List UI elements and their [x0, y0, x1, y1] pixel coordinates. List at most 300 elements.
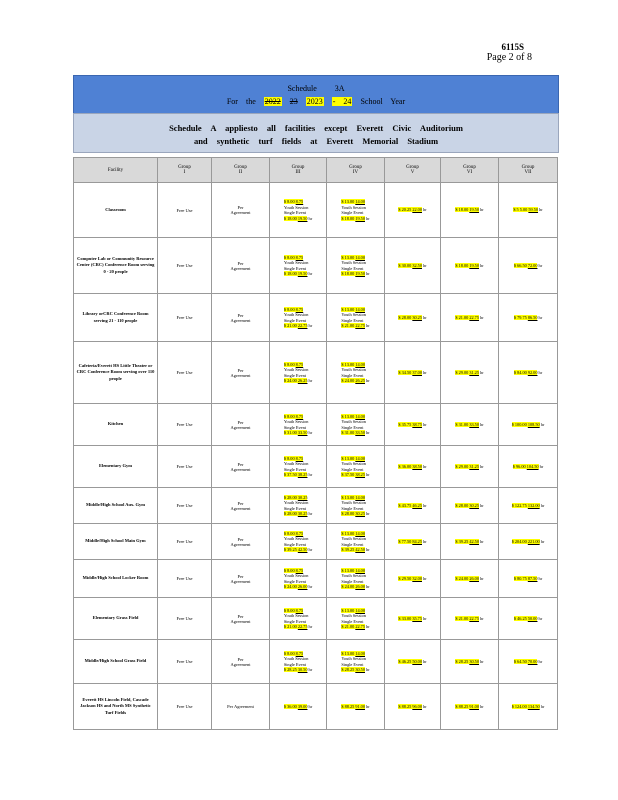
column-header-number: VII — [524, 170, 532, 175]
old-rate: $ 36.00 — [398, 463, 413, 469]
new-rate: 87.50 — [527, 575, 538, 581]
column-header-title: Group — [406, 165, 419, 170]
per-hour-label: hr — [364, 271, 370, 276]
rate-block — [514, 616, 542, 622]
old-rate: $ 46.25 — [513, 615, 528, 621]
per-label: Per — [237, 613, 244, 619]
page-number: Page 2 of 8 — [486, 52, 532, 63]
rate-cell — [385, 524, 441, 560]
new-rate: 22.75 — [355, 624, 365, 629]
per-hour-label: hr — [421, 314, 427, 320]
new-rate: 38.50 — [412, 463, 422, 469]
new-rate: 33.50 — [355, 430, 365, 435]
rate-block — [455, 315, 483, 321]
old-rate: $ 88.25 — [398, 703, 413, 709]
single-rate-line — [455, 704, 483, 710]
old-rate: $ 29.00 — [455, 369, 470, 375]
rate-cell — [499, 524, 558, 560]
column-header — [385, 158, 441, 183]
single-event-rate-line — [284, 584, 312, 590]
rate-block — [513, 207, 542, 213]
new-rate: 31.25 — [469, 463, 479, 469]
single-event-rate-line — [284, 667, 312, 673]
single-rate-line — [398, 576, 426, 582]
old-rate: $ 33.00 — [398, 615, 413, 621]
old-rate: $ 13.00 — [341, 254, 356, 260]
new-rate: 19.50 — [355, 271, 365, 276]
column-header — [441, 158, 499, 183]
group-2-cell — [212, 524, 270, 560]
youth-session-label: Youth Session — [283, 461, 309, 466]
new-rate: 84.25 — [412, 538, 422, 544]
rate-block — [284, 651, 312, 673]
group-2-cell — [212, 446, 270, 488]
rate-cell — [327, 560, 385, 598]
old-rate: $ 24.00 — [283, 584, 298, 589]
rate-cell — [499, 183, 558, 238]
single-event-rate-line — [284, 430, 312, 436]
agreement-label: Agreement — [230, 317, 251, 323]
single-event-label: Single Event — [341, 265, 364, 271]
single-rate-line — [398, 539, 426, 545]
rate-cell — [499, 404, 558, 446]
old-rate: $ 13.00 — [341, 650, 356, 656]
facility-name: Kitchen — [74, 404, 158, 446]
new-rate: 22.00 — [412, 207, 422, 213]
rate-cell — [441, 598, 499, 640]
old-rate: $ 21.00 — [283, 323, 298, 328]
column-header — [212, 158, 270, 183]
rate-cell — [499, 560, 558, 598]
facility-name: Classroom — [74, 183, 158, 238]
rate-cell — [385, 598, 441, 640]
single-rate-line — [512, 704, 545, 710]
rate-cell — [270, 183, 327, 238]
column-header-title: Group — [291, 165, 305, 170]
facility-rate-table — [73, 157, 558, 730]
youth-session-label: Youth Session — [283, 419, 309, 424]
rate-block — [513, 464, 543, 470]
single-event-rate-line — [341, 271, 369, 277]
rate-cell — [327, 183, 385, 238]
single-rate-line — [455, 503, 483, 509]
youth-session-label: Youth Session — [341, 367, 366, 372]
old-rate: $ 37.50 — [341, 472, 356, 477]
new-rate: 22.75 — [297, 624, 308, 629]
new-rate: 8.75 — [295, 650, 304, 656]
group-1-cell: Free Use — [158, 598, 212, 640]
rate-block — [455, 207, 483, 213]
single-rate-line — [514, 370, 542, 376]
group-1-cell: Free Use — [158, 488, 212, 524]
rate-cell — [270, 524, 327, 560]
old-rate: $ 88.25 — [455, 703, 470, 709]
per-hour-label: hr — [537, 658, 543, 664]
single-event-rate-line — [284, 547, 312, 553]
new-rate: 91.00 — [469, 703, 479, 709]
old-rate: $ 21.00 — [341, 624, 356, 629]
old-rate: $ 124.00 — [511, 703, 528, 709]
per-hour-label: hr — [307, 584, 313, 589]
facility-name: Middle/High School Main Gym — [74, 524, 158, 560]
rate-block — [398, 576, 426, 582]
table-row — [74, 342, 558, 404]
rate-block — [398, 503, 426, 509]
column-header — [270, 158, 327, 183]
rate-cell — [385, 488, 441, 524]
old-rate: $ 24.00 — [455, 575, 470, 581]
old-rate: $ 20.25 — [398, 207, 413, 213]
rate-block — [284, 704, 312, 710]
group-1-cell: Free Use — [158, 684, 212, 730]
new-rate: 14.00 — [355, 650, 365, 656]
rate-block — [514, 263, 542, 269]
per-hour-label: hr — [307, 667, 313, 672]
rate-cell — [327, 404, 385, 446]
per-label: Per — [237, 312, 244, 318]
new-rate: 26.00 — [297, 584, 308, 589]
old-rate: $ 79.75 — [513, 314, 528, 320]
new-rate: 19.50 — [297, 215, 308, 221]
rate-cell — [385, 684, 441, 730]
agreement-label: Agreement — [230, 578, 251, 584]
single-rate-line — [512, 539, 545, 545]
old-rate: $ 18.00 — [455, 262, 470, 268]
single-rate-line — [512, 503, 545, 509]
rate-block — [512, 539, 545, 545]
rate-cell — [270, 404, 327, 446]
youth-session-label: Youth Session — [283, 312, 309, 317]
old-rate: $ 24.00 — [341, 584, 356, 589]
single-event-rate-line — [341, 584, 369, 590]
per-hour-label: hr — [364, 430, 370, 435]
rate-cell — [327, 488, 385, 524]
agreement-label: Agreement — [230, 661, 251, 667]
per-hour-label: hr — [478, 703, 484, 709]
new-rate: 38.25 — [355, 472, 365, 477]
column-header — [74, 158, 158, 183]
per-hour-label: hr — [478, 658, 484, 664]
old-rate: $ 28.00 — [341, 511, 356, 516]
new-rate: 8.75 — [295, 530, 304, 536]
rate-cell — [441, 488, 499, 524]
rate-block — [514, 315, 542, 321]
new-rate: 92.00 — [527, 369, 538, 375]
old-rate: $ 18.00 — [341, 271, 356, 276]
youth-session-label: Youth Session — [283, 613, 309, 618]
rate-cell — [385, 342, 441, 404]
per-hour-label: hr — [421, 463, 427, 469]
per-hour-label: hr — [421, 703, 427, 709]
single-rate-line — [514, 315, 542, 321]
rate-cell — [499, 294, 558, 342]
rate-cell — [441, 183, 499, 238]
agreement-label: Agreement — [230, 424, 251, 430]
table-row — [74, 446, 558, 488]
new-rate: 42.50 — [355, 547, 365, 552]
new-rate: 19.50 — [355, 215, 365, 221]
group-2-cell — [212, 183, 270, 238]
old-rate: $ 13.00 — [341, 413, 356, 419]
per-hour-label: hr — [364, 215, 370, 221]
single-event-label: Single Event — [283, 578, 306, 584]
old-rate: $ 13.00 — [341, 530, 356, 536]
single-event-label: Single Event — [341, 424, 364, 430]
group-2-cell — [212, 598, 270, 640]
old-rate: $ 204.00 — [511, 538, 528, 544]
youth-session-label: Youth Session — [283, 260, 309, 265]
group-1-cell: Free Use — [158, 446, 212, 488]
single-rate-line — [513, 464, 543, 470]
title-line-1: Schedule 3A — [287, 84, 345, 93]
rate-cell — [327, 238, 385, 294]
old-rate: $ 122.75 — [511, 502, 528, 508]
table-row — [74, 294, 558, 342]
per-hour-label: hr — [478, 538, 484, 544]
old-rate: $ 39.25 — [283, 547, 298, 552]
single-event-rate-line — [284, 378, 312, 384]
old-rate: $ 31.00 — [341, 430, 356, 435]
new-rate: 14.00 — [355, 494, 365, 500]
single-rate-line — [284, 704, 312, 710]
per-hour-label: hr — [307, 547, 313, 552]
rate-block — [398, 659, 426, 665]
group-1-cell: Free Use — [158, 294, 212, 342]
rate-block — [455, 704, 483, 710]
youth-session-label: Youth Session — [341, 500, 366, 505]
rate-cell — [441, 404, 499, 446]
per-hour-label: hr — [364, 624, 370, 629]
rate-cell — [270, 488, 327, 524]
per-hour-label: hr — [307, 472, 313, 477]
youth-session-label: Youth Session — [341, 656, 366, 661]
single-event-label: Single Event — [283, 372, 306, 378]
per-hour-label: hr — [421, 615, 427, 621]
new-rate: 30.50 — [469, 658, 479, 664]
youth-session-label: Youth Session — [341, 613, 366, 618]
rate-block — [455, 370, 483, 376]
per-hour-label: hr — [307, 703, 313, 709]
new-rate: 96.00 — [412, 703, 422, 709]
new-rate: 32.50 — [412, 262, 422, 268]
single-event-label: Single Event — [283, 265, 306, 271]
single-event-label: Single Event — [283, 541, 306, 547]
new-rate: 30.25 — [297, 494, 308, 500]
new-rate: 26.00 — [469, 575, 479, 581]
schedule-title-banner — [73, 75, 559, 114]
single-event-label: Single Event — [283, 661, 306, 667]
single-rate-line — [455, 263, 483, 269]
new-rate: 50.00 — [412, 658, 422, 664]
rate-block — [512, 422, 545, 428]
rate-block — [398, 370, 426, 376]
group-1-cell: Free Use — [158, 560, 212, 598]
facility-name: Middle/High School Aux. Gym — [74, 488, 158, 524]
rate-cell — [441, 446, 499, 488]
single-event-label: Single Event — [283, 466, 306, 472]
old-rate: $ 28.25 — [283, 667, 298, 672]
facility-name: Cafeteria/Everett HS Little Theater or CRC Conference Room serving over 110 people — [74, 342, 158, 404]
new-rate: 30.25 — [355, 511, 365, 516]
per-hour-label: hr — [539, 703, 545, 709]
new-rate: 14.00 — [355, 306, 365, 312]
old-rate: $ 8.00 — [283, 254, 296, 260]
old-rate: $ 30.00 — [398, 262, 413, 268]
old-rate: $ 35.75 — [398, 421, 413, 427]
per-label: Per — [237, 536, 244, 542]
document-number: 6115S — [501, 42, 524, 52]
new-rate: 221.00 — [527, 538, 540, 544]
group-1-cell: Free Use — [158, 183, 212, 238]
column-header-number: I — [183, 170, 186, 175]
per-hour-label: hr — [478, 262, 484, 268]
youth-session-label: Youth Session — [283, 536, 309, 541]
single-rate-line — [455, 576, 483, 582]
single-rate-line — [513, 207, 542, 213]
rate-block — [455, 659, 483, 665]
old-rate: $ 24.00 — [283, 378, 298, 383]
column-header-number: V — [410, 170, 415, 175]
single-rate-line — [455, 207, 483, 213]
single-rate-line — [514, 263, 542, 269]
single-rate-line — [398, 659, 426, 665]
single-event-rate-line — [341, 430, 369, 436]
per-hour-label: hr — [478, 502, 484, 508]
new-rate: 8.75 — [295, 455, 304, 461]
old-rate: $ 8.00 — [283, 413, 296, 419]
rate-cell — [441, 640, 499, 684]
single-rate-line — [455, 464, 483, 470]
group-2-cell — [212, 342, 270, 404]
new-rate: 33.50 — [297, 430, 308, 435]
group-1-cell: Free Use — [158, 404, 212, 446]
per-hour-label: hr — [421, 575, 427, 581]
rate-block — [514, 576, 542, 582]
old-rate: $ 39.25 — [341, 547, 356, 552]
per-hour-label: hr — [421, 421, 427, 427]
new-rate: 33.50 — [469, 421, 479, 427]
new-rate: 46.25 — [412, 502, 422, 508]
agreement-label: Agreement — [230, 618, 251, 624]
single-event-rate-line — [341, 216, 369, 222]
per-label: Per — [237, 205, 244, 210]
table-row — [74, 560, 558, 598]
old-rate: $ 13.00 — [341, 607, 356, 613]
single-event-label: Single Event — [341, 372, 364, 378]
single-rate-line — [455, 659, 483, 665]
old-rate: $ 28.00 — [398, 314, 413, 320]
rate-cell — [441, 684, 499, 730]
rate-block — [398, 315, 426, 321]
column-header-number: IV — [352, 170, 359, 175]
new-rate: 91.00 — [355, 703, 365, 709]
group-1-cell: Free Use — [158, 342, 212, 404]
new-rate: 19.50 — [469, 262, 479, 268]
per-label: Per — [237, 260, 244, 266]
new-rate: 8.75 — [295, 361, 304, 367]
rate-cell — [499, 598, 558, 640]
new-rate: 72.00 — [527, 262, 538, 268]
per-hour-label: hr — [421, 502, 427, 508]
rate-cell — [270, 294, 327, 342]
single-event-rate-line — [284, 216, 312, 222]
rate-block — [284, 307, 312, 329]
rate-cell — [270, 640, 327, 684]
old-rate: $ 5 5.00 — [513, 207, 529, 213]
table-row — [74, 524, 558, 560]
facility-name: Computer Lab or Community Resource Center (CRC) Conference Room serving 0 - 20 people — [74, 238, 158, 294]
rate-block — [284, 414, 312, 436]
new-rate: 19.50 — [469, 207, 479, 213]
new-rate: 14.00 — [355, 567, 365, 573]
per-hour-label: hr — [307, 378, 313, 383]
single-rate-line — [398, 503, 426, 509]
youth-session-label: Youth Session — [341, 419, 366, 424]
rate-block — [341, 651, 369, 673]
rate-cell — [441, 342, 499, 404]
rate-block — [341, 531, 369, 553]
per-hour-label: hr — [364, 323, 370, 328]
old-rate: $ 13.00 — [341, 567, 356, 573]
single-event-label: Single Event — [341, 210, 364, 215]
facility-name: Middle/High School Locker Room — [74, 560, 158, 598]
rate-block — [341, 414, 369, 436]
rate-cell — [270, 560, 327, 598]
youth-session-label: Youth Session — [341, 573, 366, 578]
new-rate: 104.50 — [526, 463, 539, 469]
new-rate: 38.25 — [297, 472, 308, 477]
youth-session-label: Youth Session — [283, 656, 309, 661]
per-hour-label: hr — [478, 369, 484, 375]
old-rate: $ 8.00 — [283, 199, 296, 204]
per-hour-label: hr — [537, 615, 543, 621]
single-rate-line — [398, 616, 426, 622]
group-2-cell — [212, 238, 270, 294]
agreement-label: Agreement — [230, 210, 251, 215]
rate-cell — [499, 238, 558, 294]
rate-block — [341, 456, 369, 478]
rate-cell — [441, 294, 499, 342]
per-hour-label: hr — [307, 271, 313, 276]
per-hour-label: hr — [421, 538, 427, 544]
new-rate: 30.50 — [297, 667, 308, 672]
per-hour-label: hr — [421, 207, 427, 213]
single-event-rate-line — [284, 323, 312, 329]
rate-block — [284, 568, 312, 590]
old-rate: $ 34.50 — [398, 369, 413, 375]
single-rate-line — [398, 207, 426, 213]
single-event-label: Single Event — [341, 466, 364, 472]
single-event-rate-line — [341, 624, 369, 630]
single-event-rate-line — [341, 511, 369, 517]
youth-session-label: Youth Session — [341, 260, 366, 265]
new-rate: 22.75 — [355, 323, 365, 328]
per-hour-label: hr — [478, 421, 484, 427]
single-rate-line — [398, 370, 426, 376]
new-rate: 8.75 — [295, 254, 304, 260]
new-rate: 42.50 — [297, 547, 308, 552]
table-row — [74, 598, 558, 640]
rate-cell — [385, 640, 441, 684]
agreement-label: Agreement — [230, 505, 251, 511]
new-rate: 108.50 — [527, 421, 540, 427]
column-header — [499, 158, 558, 183]
group-2-cell — [212, 404, 270, 446]
old-rate: $ 13.00 — [341, 494, 356, 500]
old-rate: $ 13.00 — [341, 361, 356, 367]
per-label: Per — [237, 573, 244, 579]
old-rate: $ 28.00 — [455, 502, 470, 508]
